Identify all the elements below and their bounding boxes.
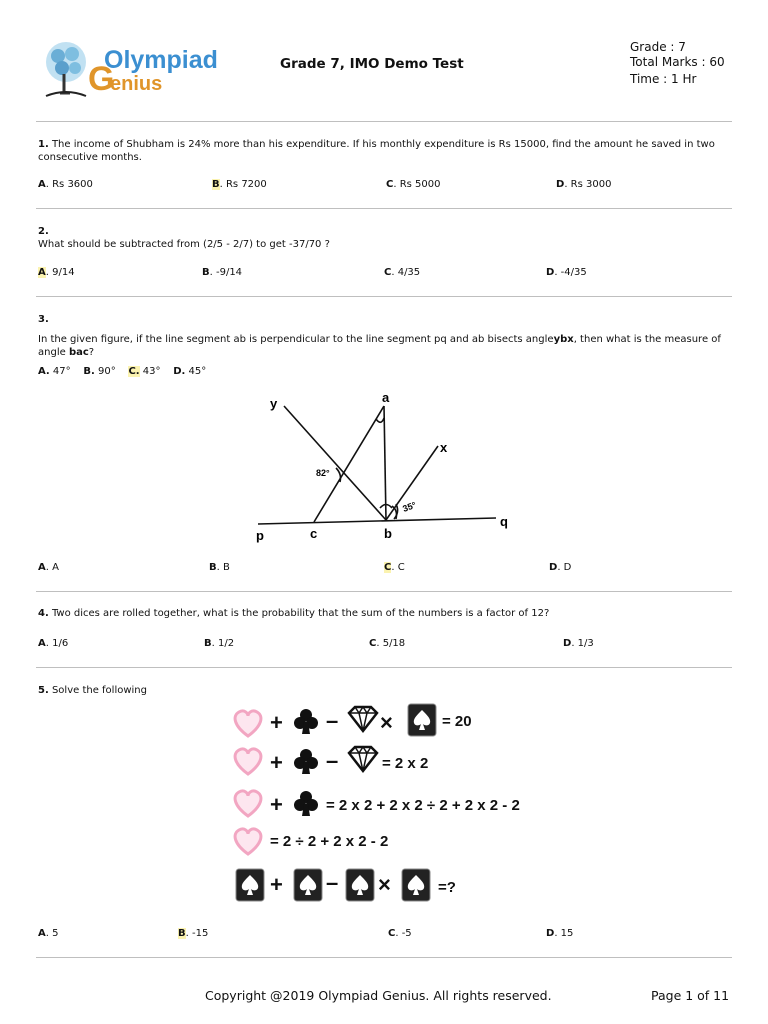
grade-text: Grade : 7	[630, 40, 686, 54]
q3-option-d[interactable]: D. D	[549, 562, 572, 573]
svg-text:+: +	[270, 750, 283, 775]
puzzle-line-4: = 2 ÷ 2 + 2 x 2 - 2	[270, 833, 389, 850]
puzzle-line-2: = 2 x 2	[382, 755, 429, 772]
angle-figure	[250, 388, 520, 546]
q1-option-a[interactable]: A. Rs 3600	[38, 179, 93, 190]
q2-option-a[interactable]: A. 9/14	[38, 267, 75, 278]
label-y: y	[270, 396, 278, 411]
question-2	[38, 226, 728, 251]
divider	[36, 121, 732, 122]
brain-tree-icon	[46, 42, 86, 96]
question-text: Two dices are rolled together, what is the probability that the sum of the numbers is a factor of 12?	[51, 608, 550, 619]
q3-option-c[interactable]: C. C	[384, 562, 405, 573]
svg-text:G: G	[88, 60, 115, 98]
question-text: The income of Shubham is 24% more than his expenditure. If his monthly expenditure is Rs 15000, find the amount he saved in two consecutive months.	[38, 139, 715, 163]
q2-option-b[interactable]: B. -9/14	[202, 267, 243, 278]
puzzle-line-1: = 20	[442, 713, 472, 730]
question-4	[38, 608, 728, 621]
label-b: b	[384, 526, 392, 541]
divider	[36, 296, 732, 297]
q4-option-d[interactable]: D. 1/3	[563, 638, 594, 649]
divider	[36, 667, 732, 668]
q5-option-c[interactable]: C. -5	[388, 928, 412, 939]
question-number: 3.	[38, 314, 49, 325]
q4-option-c[interactable]: C. 5/18	[369, 638, 406, 649]
q2-option-d[interactable]: D. -4/35	[546, 267, 587, 278]
question-number: 2.	[38, 226, 49, 237]
q4-option-a[interactable]: A. 1/6	[38, 638, 69, 649]
label-c: c	[310, 526, 318, 541]
divider	[36, 957, 732, 958]
question-text: Solve the following	[51, 685, 147, 696]
svg-text:+: +	[270, 710, 283, 735]
q3-inline-options: A. 47° B. 90° C. 43° D. 45°	[38, 366, 207, 377]
test-meta	[630, 40, 730, 87]
label-x: x	[440, 440, 448, 455]
question-text: What should be subtracted from (2/5 - 2/7) to get -37/70 ?	[38, 238, 330, 250]
svg-text:+: +	[270, 872, 283, 897]
svg-text:+: +	[270, 792, 283, 817]
puzzle-line-3: = 2 x 2 + 2 x 2 ÷ 2 + 2 x 2 - 2	[326, 797, 520, 814]
q2-option-c[interactable]: C. 4/35	[384, 267, 421, 278]
question-1	[38, 139, 728, 164]
divider	[36, 591, 732, 592]
question-text: In the given figure, if the line segment ab is perpendicular to the line segment pq and ab bisects angleybx, then what is the measure of angle bac?	[38, 334, 721, 358]
svg-text:–: –	[326, 870, 339, 895]
svg-text:×: ×	[380, 710, 393, 735]
logo-olympiad: Olympiad	[104, 46, 218, 74]
page-number: Page 1 of 11	[651, 988, 730, 1003]
total-marks-text: Total Marks : 60	[630, 55, 725, 69]
label-p: p	[256, 528, 264, 543]
olympiad-genius-logo	[38, 38, 238, 108]
svg-text:–: –	[326, 748, 339, 773]
question-number: 5.	[38, 685, 49, 696]
label-a: a	[382, 390, 390, 405]
q1-option-d[interactable]: D. Rs 3000	[556, 179, 612, 190]
q4-option-b[interactable]: B. 1/2	[204, 638, 235, 649]
q5-option-a[interactable]: A. 5	[38, 928, 59, 939]
svg-text:enius: enius	[110, 73, 163, 95]
q5-option-d[interactable]: D. 15	[546, 928, 574, 939]
question-number: 1.	[38, 139, 49, 150]
q5-option-b[interactable]: B. -15	[178, 928, 209, 939]
q3-option-b[interactable]: B. B	[209, 562, 230, 573]
q1-option-b[interactable]: B. Rs 7200	[212, 179, 267, 190]
question-3	[38, 314, 728, 327]
q1-option-c[interactable]: C. Rs 5000	[386, 179, 441, 190]
page-title: Grade 7, IMO Demo Test	[280, 56, 464, 72]
time-text: Time : 1 Hr	[630, 72, 697, 86]
question-number: 4.	[38, 608, 49, 619]
puzzle-line-5: =?	[438, 879, 456, 896]
symbol-puzzle	[230, 700, 550, 915]
label-q: q	[500, 514, 508, 529]
question-5	[38, 685, 728, 698]
label-angle-82: 82°	[316, 468, 330, 478]
label-angle-35: 35°	[401, 499, 418, 514]
divider	[36, 208, 732, 209]
svg-text:×: ×	[378, 872, 391, 897]
q3-option-a[interactable]: A. A	[38, 562, 59, 573]
copyright-text: Copyright @2019 Olympiad Genius. All rights reserved.	[205, 988, 552, 1003]
svg-text:–: –	[326, 708, 339, 733]
